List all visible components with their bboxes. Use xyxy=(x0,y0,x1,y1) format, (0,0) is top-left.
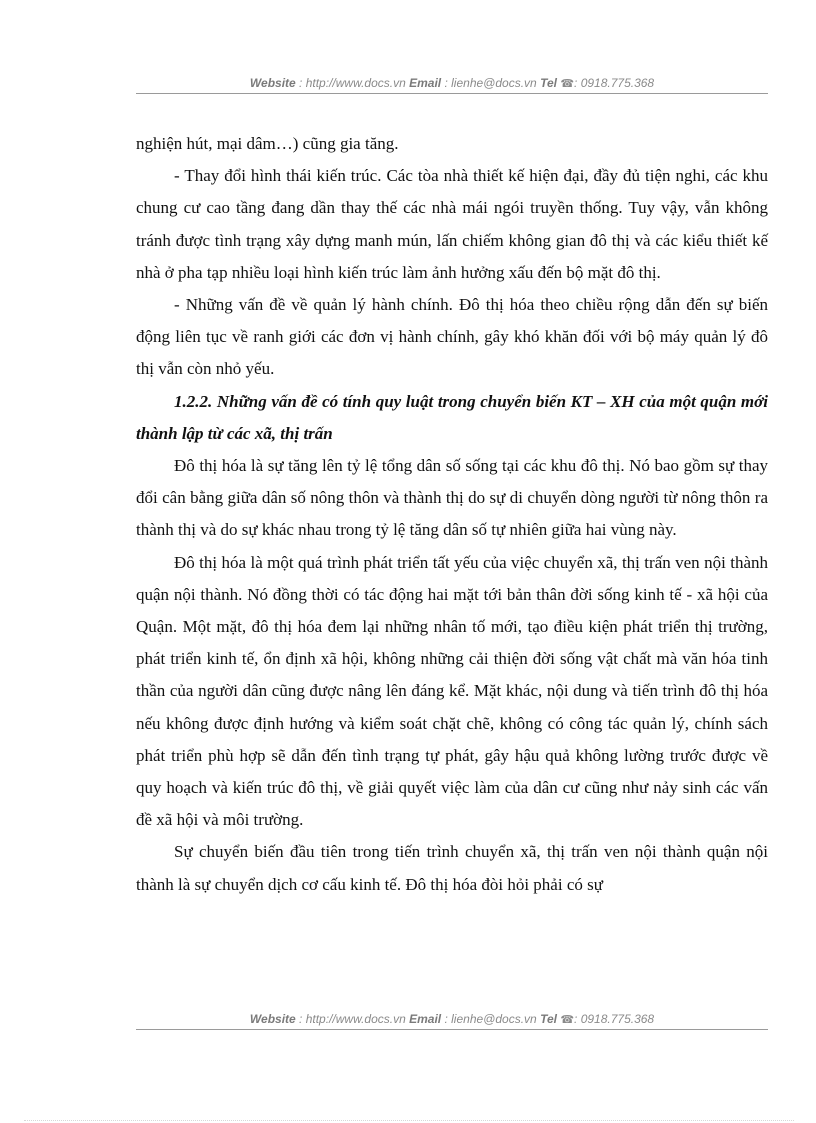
email-label: Email xyxy=(409,1012,442,1026)
tel-number: 0918.775.368 xyxy=(580,1012,655,1026)
email-label: Email xyxy=(409,76,442,90)
bullet-paragraph: - Thay đổi hình thái kiến trúc. Các tòa nhà thiết kế hiện đại, đầy đủ tiện nghi, các khu chung cư cao tầng đang dần thay thế các nhà mái ngói truyền thống. Tuy vậy, vẫn không tránh được tình trạng xây dựng manh mún, lấn chiếm không gian đô thị và các kiểu thiết kế nhà ở pha tạp nhiều loại hình kiến trúc làm ảnh hưởng xấu đến bộ mặt đô thị. xyxy=(136,166,768,282)
website-link[interactable]: http://www.docs.vn xyxy=(305,76,406,90)
page-footer: Website : http://www.docs.vn Email : lienhe@docs.vn Tel ☎: 0918.775.368 xyxy=(249,1012,655,1026)
footer-divider xyxy=(136,1029,768,1030)
tel-label: Tel xyxy=(540,76,557,90)
website-label: Website xyxy=(249,1012,296,1026)
page-body xyxy=(136,128,768,901)
header-divider xyxy=(136,93,768,94)
website-label: Website xyxy=(249,76,296,90)
phone-icon: ☎ xyxy=(560,1014,575,1026)
bottom-dotted-line xyxy=(24,1120,794,1121)
tel-label: Tel xyxy=(540,1012,557,1026)
email-link[interactable]: lienhe@docs.vn xyxy=(451,76,537,90)
bullet-paragraph: - Những vấn đề về quản lý hành chính. Đô thị hóa theo chiều rộng dẫn đến sự biến động liên tục về ranh giới các đơn vị hành chính, gây khó khăn đối với bộ máy quản lý đô thị vẫn còn nhỏ yếu. xyxy=(136,295,768,379)
paragraph: nghiện hút, mại dâm…) cũng gia tăng. xyxy=(136,134,399,153)
section-heading: 1.2.2. Những vấn đề có tính quy luật trong chuyển biến KT – XH của một quận mới thành lập từ các xã, thị trấn xyxy=(136,391,768,443)
email-link[interactable]: lienhe@docs.vn xyxy=(451,1012,537,1026)
page-header: Website : http://www.docs.vn Email : lienhe@docs.vn Tel ☎: 0918.775.368 xyxy=(249,76,655,90)
paragraph: Sự chuyển biến đầu tiên trong tiến trình chuyển xã, thị trấn ven nội thành quận nội thành là sự chuyển dịch cơ cấu kinh tế. Đô thị hóa đòi hỏi phải có sự xyxy=(136,842,768,894)
paragraph: Đô thị hóa là một quá trình phát triển tất yếu của việc chuyển xã, thị trấn ven nội thành quận nội thành. Nó đồng thời có tác động hai mặt tới bản thân đời sống kinh tế - xã hội của Quận. Một mặt, đô thị hóa đem lại những nhân tố mới, tạo điều kiện phát triển thị trường, phát triển kinh tế, ổn định xã hội, không những cải thiện đời sống vật chất mà văn hóa tinh thần của người dân cũng được nâng lên đáng kể. Mặt khác, nội dung và tiến trình đô thị hóa nếu không được định hướng và kiểm soát chặt chẽ, không có công tác quản lý, chính sách phát triển phù hợp sẽ dẫn đến tình trạng tự phát, gây hậu quả không lường trước được về quy hoạch và kiến trúc đô thị, về giải quyết việc làm của dân cư cũng như nảy sinh các vấn đề xã hội và môi trường. xyxy=(136,552,768,830)
website-link[interactable]: http://www.docs.vn xyxy=(305,1012,406,1026)
phone-icon: ☎ xyxy=(560,78,575,90)
tel-number: 0918.775.368 xyxy=(580,76,655,90)
paragraph: Đô thị hóa là sự tăng lên tỷ lệ tổng dân số sống tại các khu đô thị. Nó bao gồm sự thay đổi cân bằng giữa dân số nông thôn và thành thị do sự di chuyển dòng người từ nông thôn ra thành thị và do sự khác nhau trong tỷ lệ tăng dân số tự nhiên giữa hai vùng này. xyxy=(136,456,768,540)
